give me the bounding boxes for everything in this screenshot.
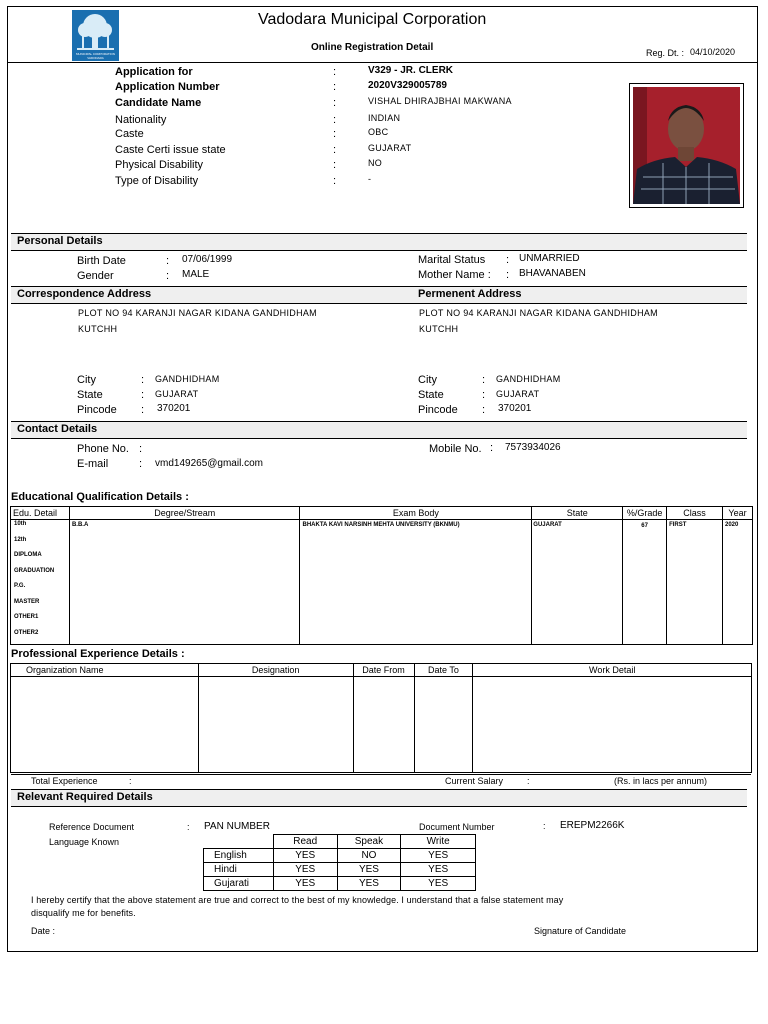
declaration-line1: I hereby certify that the above statement are true and correct to the best of my knowledge. I understand that a false statement may — [31, 895, 564, 905]
language-write-value: YES — [401, 877, 476, 891]
language-speak-value: YES — [337, 877, 401, 891]
language-row — [204, 877, 476, 891]
edu-level-cell — [11, 520, 70, 645]
current-salary-label: Current Salary — [445, 776, 504, 786]
date-label: Date : — [31, 926, 56, 936]
separator: : — [527, 776, 530, 786]
document-number-value: EREPM2266K — [560, 820, 625, 831]
separator: : — [141, 404, 145, 416]
language-row — [204, 849, 476, 863]
grade-value: 67 — [641, 523, 648, 529]
corr-pincode-label: Pincode — [77, 404, 117, 416]
document-number-label: Document Number — [419, 822, 495, 832]
edu-level: 12th — [14, 536, 27, 543]
column-header: Read — [273, 835, 337, 849]
perm-pincode-label: Pincode — [418, 404, 458, 416]
total-experience-divider — [11, 774, 751, 775]
section-title: Relevant Required Details — [17, 791, 153, 803]
separator: : — [139, 443, 143, 455]
declaration-line2: disqualify me for benefits. — [31, 908, 136, 918]
language-name: English — [204, 849, 274, 863]
salary-unit: (Rs. in lacs per annum) — [614, 776, 708, 786]
degree-value: B.B.A — [71, 522, 89, 528]
column-header: State — [532, 507, 623, 520]
state-value: GUJARAT — [533, 522, 562, 528]
language-write-value: YES — [401, 863, 476, 877]
reference-document-label: Reference Document — [49, 822, 135, 832]
language-read-value: YES — [273, 863, 337, 877]
language-speak-value: NO — [337, 849, 401, 863]
language-rows — [204, 849, 476, 891]
degree-cell — [69, 520, 300, 645]
corr-city-value: GANDHIDHAM — [155, 374, 220, 384]
total-experience-label: Total Experience — [31, 776, 98, 786]
corr-pincode-value: 370201 — [157, 403, 191, 414]
form-title: Online Registration Detail — [311, 42, 434, 53]
application-field-value: OBC — [368, 127, 389, 137]
application-field-label: Physical Disability — [115, 159, 204, 171]
education-title: Educational Qualification Details : — [11, 491, 189, 503]
education-header-row — [11, 507, 753, 520]
separator: : — [166, 255, 170, 267]
separator: : — [141, 374, 145, 386]
separator: : — [129, 776, 132, 786]
contact-details-header — [11, 421, 747, 439]
language-name: Gujarati — [204, 877, 274, 891]
address-header — [11, 286, 747, 304]
year-value: 2020 — [724, 522, 739, 528]
header-divider — [7, 62, 757, 63]
column-header: Edu. Detail — [11, 507, 70, 520]
separator: : — [543, 821, 546, 831]
application-field-value: V329 - JR. CLERK — [368, 65, 454, 76]
birth-date-value: 07/06/1999 — [182, 254, 233, 265]
column-header: %/Grade — [623, 507, 667, 520]
language-read-value: YES — [273, 877, 337, 891]
gender-value: MALE — [182, 269, 210, 280]
mother-name-label: Mother Name : — [418, 269, 491, 281]
perm-pincode-value: 370201 — [498, 403, 532, 414]
separator: : — [333, 159, 337, 171]
separator: : — [506, 269, 510, 281]
column-header: Write — [401, 835, 476, 849]
perm-address-line2: KUTCHH — [419, 324, 459, 334]
exam-body-cell — [300, 520, 532, 645]
application-field-label: Application Number — [115, 81, 220, 93]
table-cell — [414, 677, 473, 773]
perm-address-line1: PLOT NO 94 KARANJI NAGAR KIDANA GANDHIDHAM — [419, 308, 658, 318]
column-header: Organization Name — [11, 664, 199, 677]
application-field-label: Application for — [115, 66, 193, 78]
corr-address-line1: PLOT NO 94 KARANJI NAGAR KIDANA GANDHIDHAM — [78, 308, 317, 318]
signature-label: Signature of Candidate — [534, 926, 627, 936]
table-cell — [473, 677, 752, 773]
mobile-label: Mobile No. — [429, 443, 482, 455]
section-title: Contact Details — [17, 423, 98, 435]
application-field-value: INDIAN — [368, 113, 401, 123]
application-field-label: Nationality — [115, 114, 167, 126]
edu-level: DIPLOMA — [14, 552, 42, 558]
table-cell — [353, 677, 414, 773]
class-value: FIRST — [669, 522, 687, 528]
separator: : — [139, 458, 143, 470]
birth-date-label: Birth Date — [77, 255, 126, 267]
separator: : — [187, 822, 190, 832]
application-field-value: - — [368, 174, 372, 184]
email-value: vmd149265@gmail.com — [155, 458, 263, 469]
reg-date-label: Reg. Dt. : — [646, 48, 685, 58]
perm-state-value: GUJARAT — [496, 389, 540, 399]
separator: : — [482, 404, 486, 416]
language-read-value: YES — [273, 849, 337, 863]
experience-title: Professional Experience Details : — [11, 648, 185, 660]
column-header: Work Detail — [473, 664, 752, 677]
experience-table — [10, 663, 752, 773]
gender-label: Gender — [77, 270, 114, 282]
education-body-row — [11, 520, 753, 645]
class-cell — [667, 520, 723, 645]
application-field-value: VISHAL DHIRAJBHAI MAKWANA — [368, 96, 512, 106]
edu-level: OTHER2 — [14, 629, 39, 636]
application-field-value: 2020V329005789 — [368, 80, 447, 91]
phone-label: Phone No. — [77, 443, 129, 455]
application-field-label: Type of Disability — [115, 175, 199, 187]
org-logo — [72, 10, 119, 61]
column-header: Exam Body — [300, 507, 532, 520]
application-field-label: Caste — [115, 128, 144, 140]
experience-header-row — [11, 664, 752, 677]
permanent-address-title: Permenent Address — [418, 288, 522, 300]
state-cell — [532, 520, 623, 645]
edu-level: OTHER1 — [14, 614, 39, 620]
corr-state-label: State — [77, 389, 103, 401]
language-write-value: YES — [401, 849, 476, 863]
language-name: Hindi — [204, 863, 274, 877]
mobile-value: 7573934026 — [505, 442, 561, 453]
separator: : — [333, 144, 337, 156]
edu-level: 10th — [14, 521, 27, 527]
separator: : — [333, 175, 337, 187]
edu-level: MASTER — [14, 598, 40, 605]
application-field-label: Candidate Name — [115, 97, 202, 109]
separator: : — [333, 114, 337, 126]
column-header: Designation — [198, 664, 353, 677]
corr-city-label: City — [77, 374, 96, 386]
mother-name-value: BHAVANABEN — [519, 268, 586, 279]
perm-city-value: GANDHIDHAM — [496, 374, 561, 384]
separator: : — [166, 270, 170, 282]
grade-cell — [623, 520, 667, 645]
section-title: Personal Details — [17, 235, 103, 247]
language-speak-value: YES — [337, 863, 401, 877]
table-cell — [198, 677, 353, 773]
table-cell — [11, 677, 199, 773]
correspondence-address-title: Correspondence Address — [17, 288, 152, 300]
corr-state-value: GUJARAT — [155, 389, 199, 399]
language-table — [203, 834, 476, 891]
column-header: Year — [722, 507, 752, 520]
column-header: Degree/Stream — [69, 507, 300, 520]
language-known-label: Language Known — [49, 837, 120, 847]
separator: : — [141, 389, 145, 401]
candidate-photo-icon — [633, 87, 740, 204]
application-field-value: NO — [368, 158, 383, 168]
column-header: Speak — [337, 835, 401, 849]
application-field-label: Caste Certi issue state — [115, 144, 226, 156]
marital-status-label: Marital Status — [418, 254, 486, 266]
exam-body-value: BHAKTA KAVI NARSINH MEHTA UNIVERSITY (BKNMU) — [302, 522, 460, 528]
separator: : — [482, 374, 486, 386]
separator: : — [333, 66, 337, 78]
separator: : — [482, 389, 486, 401]
language-row — [204, 863, 476, 877]
reference-document-value: PAN NUMBER — [204, 821, 270, 832]
column-header: Date From — [353, 664, 414, 677]
email-label: E-mail — [77, 458, 109, 470]
relevant-details-header — [11, 789, 747, 807]
edu-level: P.G. — [14, 583, 26, 589]
corr-address-line2: KUTCHH — [78, 324, 118, 334]
education-table — [10, 506, 753, 645]
language-header-row — [204, 835, 476, 849]
column-header: Class — [667, 507, 723, 520]
personal-details-header — [11, 233, 747, 251]
edu-level-list — [11, 520, 69, 644]
perm-city-label: City — [418, 374, 437, 386]
edu-level: GRADUATION — [14, 567, 55, 574]
year-cell — [722, 520, 752, 645]
perm-state-label: State — [418, 389, 444, 401]
application-field-value: GUJARAT — [368, 143, 412, 153]
logo-caption: MUNICIPAL CORPORATION VADODARA — [76, 52, 115, 60]
org-name: Vadodara Municipal Corporation — [258, 11, 487, 28]
marital-status-value: UNMARRIED — [519, 253, 580, 264]
separator: : — [490, 442, 494, 454]
reg-date: 04/10/2020 — [690, 47, 736, 57]
separator: : — [333, 128, 337, 140]
experience-body-row — [11, 677, 752, 773]
separator: : — [333, 97, 337, 109]
separator: : — [506, 254, 510, 266]
candidate-photo — [629, 83, 744, 208]
table-cell — [204, 835, 274, 849]
separator: : — [333, 81, 337, 93]
column-header: Date To — [414, 664, 473, 677]
